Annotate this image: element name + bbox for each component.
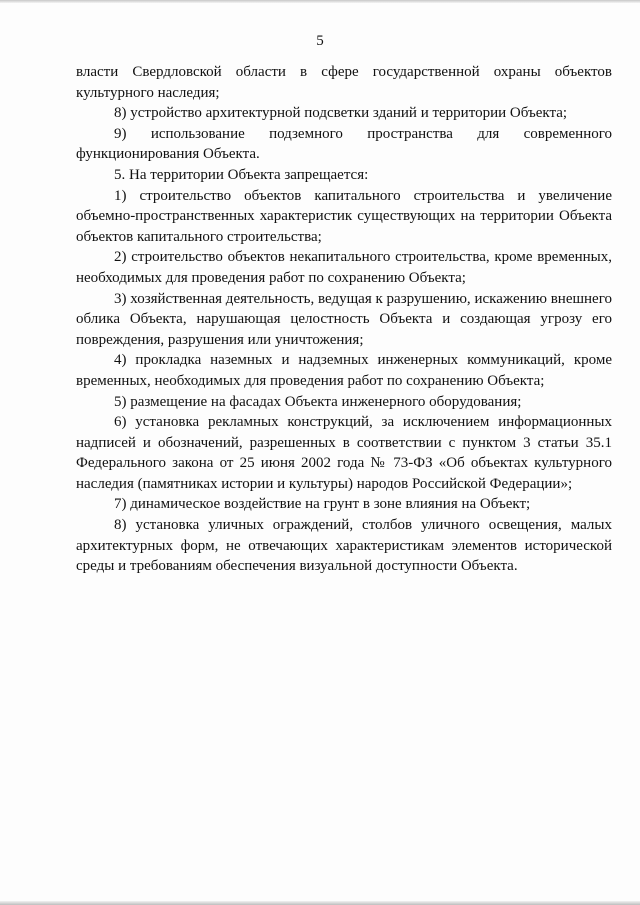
section-5-heading: 5. На территории Объекта запрещается: [114,166,369,183]
scan-bottom-edge [0,901,640,905]
paragraph-continuation: власти Свердловской области в сфере государственной охраны объектов культурного наследия; [76,64,612,101]
paragraph-prohibited-5: 5) размещение на фасадах Объекта инженерного оборудования; [114,393,522,410]
document-body [76,62,612,577]
paragraph-prohibited-2: 2) строительство объектов некапитального строительства, кроме временных, необходимых для проведения работ по сохранению Объекта; [76,249,612,286]
paragraph-prohibited-7: 7) динамическое воздействие на грунт в зоне влияния на Объект; [114,496,531,513]
scan-top-edge [0,0,640,3]
paragraph-prohibited-4: 4) прокладка наземных и надземных инженерных коммуникаций, кроме временных, необходимых для проведения работ по сохранению Объекта; [76,352,612,389]
paragraph-prohibited-8: 8) установка уличных ограждений, столбов уличного освещения, малых архитектурных форм, не отвечающих характеристикам элементов исторической среды и требованиям обеспечения визуальной доступности Объекта. [76,517,612,575]
paragraph-item-9-underground: 9) использование подземного пространства для современного функционирования Объекта. [76,125,612,163]
paragraph-prohibited-3: 3) хозяйственная деятельность, ведущая к разрушению, искажению внешнего облика Объекта, нарушающая целостность Объекта и создающая угрозу его повреждения, разрушения или уничтожения; [76,290,612,348]
paragraph-prohibited-6: 6) установка рекламных конструкций, за исключением информационных надписей и обозначений, разрешенных в соответствии с пунктом 3 статьи 35.1 Федерального закона от 25 июня 2002 года № 73-ФЗ «Об объектах культурного наследия (памятниках истории и культуры) народов Российской Федерации»; [76,414,612,492]
page-number: 5 [316,33,324,49]
paragraph-item-8-lighting: 8) устройство архитектурной подсветки зданий и территории Объекта; [114,105,568,122]
paragraph-prohibited-1: 1) строительство объектов капитального строительства и увеличение объемно-пространственных характеристик существующих на территории Объекта объектов капитального строительства; [76,187,612,245]
